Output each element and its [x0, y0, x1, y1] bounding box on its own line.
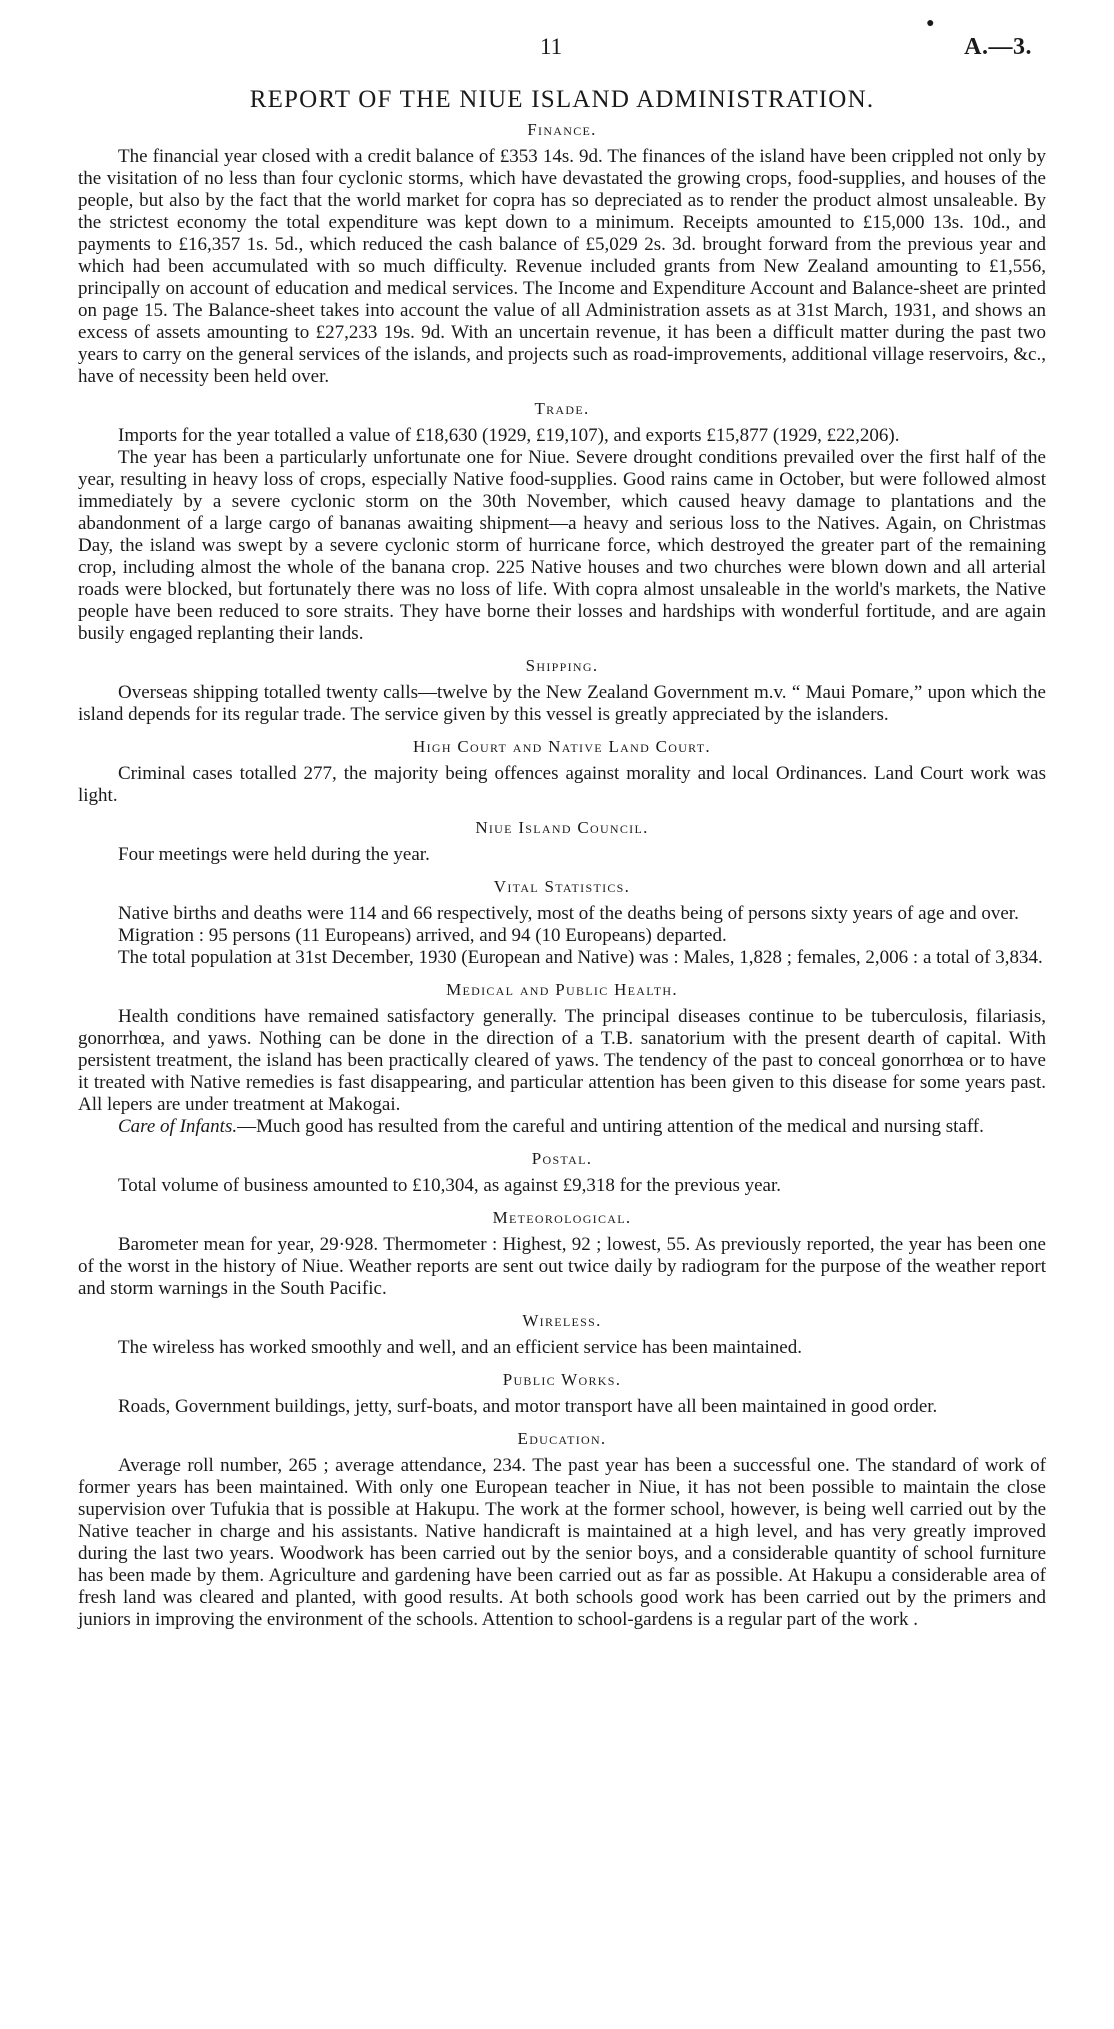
medical-paragraph: Health conditions have remained satisfactory generally. The principal diseases continue to be tuberculosis, filariasis, gonorrhœa, and yaws. Nothing can be done in the direction of a T.B. sanatorium with the present dearth of capital. With persistent treatment, the island has been practically cleared of yaws. The tendency of the past to conceal gonorrhœa or to have it treated with Native remedies is fast disappearing, and particular attention has been given to this disease for some years past. All lepers are under treatment at Makogai.: [78, 1006, 1046, 1115]
section-heading-education: Education.: [517, 1429, 607, 1448]
meteorological-paragraph: Barometer mean for year, 29·928. Thermometer : Highest, 92 ; lowest, 55. As previously reported, the year has been one of the worst in the history of Niue. Weather reports are sent out twice daily by radiogram for the purpose of the weather report and storm warnings in the South Pacific.: [78, 1234, 1046, 1299]
page-number: 11: [540, 34, 563, 59]
care-of-infants-lead: Care of Infants.: [118, 1116, 238, 1137]
ink-dot: ●: [926, 16, 936, 31]
series-label: A.—3.: [964, 34, 1032, 60]
report-title: REPORT OF THE NIUE ISLAND ADMINISTRATION.: [249, 86, 875, 113]
trade-paragraph-1: Imports for the year totalled a value of £18,630 (1929, £19,107), and exports £15,877 (1929, £22,206).: [118, 425, 900, 446]
vital-statistics-migration: Migration : 95 persons (11 Europeans) arrived, and 94 (10 Europeans) departed.: [118, 925, 727, 946]
island-council-paragraph: Four meetings were held during the year.: [118, 844, 430, 865]
care-of-infants-paragraph: [78, 1116, 1046, 1138]
shipping-paragraph: Overseas shipping totalled twenty calls—twelve by the New Zealand Government m.v. “ Maui Pomare,” upon which the island depends for its regular trade. The service given by this vessel is greatly appreciated by the islanders.: [78, 682, 1046, 725]
postal-paragraph: Total volume of business amounted to £10,304, as against £9,318 for the previous year.: [118, 1175, 782, 1196]
vital-statistics-births: Native births and deaths were 114 and 66 respectively, most of the deaths being of persons sixty years of age and over.: [118, 903, 1019, 924]
section-heading-wireless: Wireless.: [522, 1311, 602, 1330]
section-heading-vital-statistics: Vital Statistics.: [493, 877, 631, 896]
section-heading-public-works: Public Works.: [502, 1370, 622, 1389]
section-heading-shipping: Shipping.: [525, 656, 599, 675]
report-body: [78, 86, 1046, 1631]
high-court-paragraph: Criminal cases totalled 277, the majority being offences against morality and local Ordinances. Land Court work was light.: [78, 763, 1046, 806]
section-heading-postal: Postal.: [531, 1149, 593, 1168]
finance-paragraph: The financial year closed with a credit balance of £353 14s. 9d. The finances of the island have been crippled not only by the visitation of no less than four cyclonic storms, which have devastated the growing crops, food-supplies, and houses of the people, but also by the fact that the world market for copra has so depreciated as to render the product almost unsaleable. By the strictest economy the total expenditure was kept down to a minimum. Receipts amounted to £15,000 13s. 10d., and payments to £16,357 1s. 5d., which reduced the cash balance of £5,029 2s. 3d. brought forward from the previous year and which had been accumulated with so much difficulty. Revenue included grants from New Zealand amounting to £1,556, principally on account of education and medical services. The Income and Expenditure Account and Balance-sheet are printed on page 15. The Balance-sheet takes into account the value of all Administration assets as at 31st March, 1931, and shows an excess of assets amounting to £27,233 19s. 9d. With an uncertain revenue, it has been a difficult matter during the past two years to carry on the general services of the islands, and projects such as road-improvements, additional village reservoirs, &c., have of necessity been held over.: [78, 146, 1046, 387]
vital-statistics-population: The total population at 31st December, 1930 (European and Native) was : Males, 1,828 ; females, 2,006 : a total of 3,834.: [118, 947, 1043, 968]
section-heading-meteorological: Meteorological.: [492, 1208, 632, 1227]
education-paragraph: Average roll number, 265 ; average attendance, 234. The past year has been a successful one. The standard of work of former years has been maintained. With only one European teacher in Niue, it has not been possible to maintain the close supervision over Tufukia that is possible at Hakupu. The work at the former school, however, is being well carried out by the Native teacher in charge and his assistants. Native handicraft is maintained at a high level, and has very greatly improved during the last two years. Woodwork has been carried out by the senior boys, and a considerable quantity of school furniture has been made by them. Agriculture and gardening have been carried out as far as possible. At Hakupu a considerable area of fresh land was cleared and planted, with good results. At both schools good work has been carried out by the primers and juniors in improving the environment of the schools. Attention to school-gardens is a regular part of the work .: [78, 1455, 1046, 1630]
section-heading-high-court: High Court and Native Land Court.: [413, 737, 711, 756]
page-header: [0, 16, 1114, 64]
section-heading-trade: Trade.: [534, 399, 590, 418]
public-works-paragraph: Roads, Government buildings, jetty, surf-boats, and motor transport have all been maintained in good order.: [118, 1396, 938, 1417]
care-of-infants-text: —Much good has resulted from the careful and untiring attention of the medical and nursing staff.: [237, 1116, 984, 1137]
section-heading-medical: Medical and Public Health.: [446, 980, 678, 999]
section-heading-finance: Finance.: [527, 120, 597, 139]
section-heading-island-council: Niue Island Council.: [475, 818, 649, 837]
document-series-code: [926, 16, 1032, 61]
wireless-paragraph: The wireless has worked smoothly and well, and an efficient service has been maintained.: [118, 1337, 802, 1358]
trade-paragraph-2: The year has been a particularly unfortunate one for Niue. Severe drought conditions prevailed over the first half of the year, resulting in heavy loss of crops, especially Native food-supplies. Good rains came in October, but were followed almost immediately by a severe cyclonic storm on the 30th November, which caused heavy damage to plantations and the abandonment of a large cargo of bananas awaiting shipment—a heavy and serious loss to the Natives. Again, on Christmas Day, the island was swept by a severe cyclonic storm of hurricane force, which destroyed the greater part of the remaining crop, including almost the whole of the banana crop. 225 Native houses and two churches were blown down and all arterial roads were blocked, but fortunately there was no loss of life. With copra almost unsaleable in the world's markets, the Native people have been reduced to sore straits. They have borne their losses and hardships with wonderful fortitude, and are again busily engaged replanting their lands.: [78, 447, 1046, 644]
